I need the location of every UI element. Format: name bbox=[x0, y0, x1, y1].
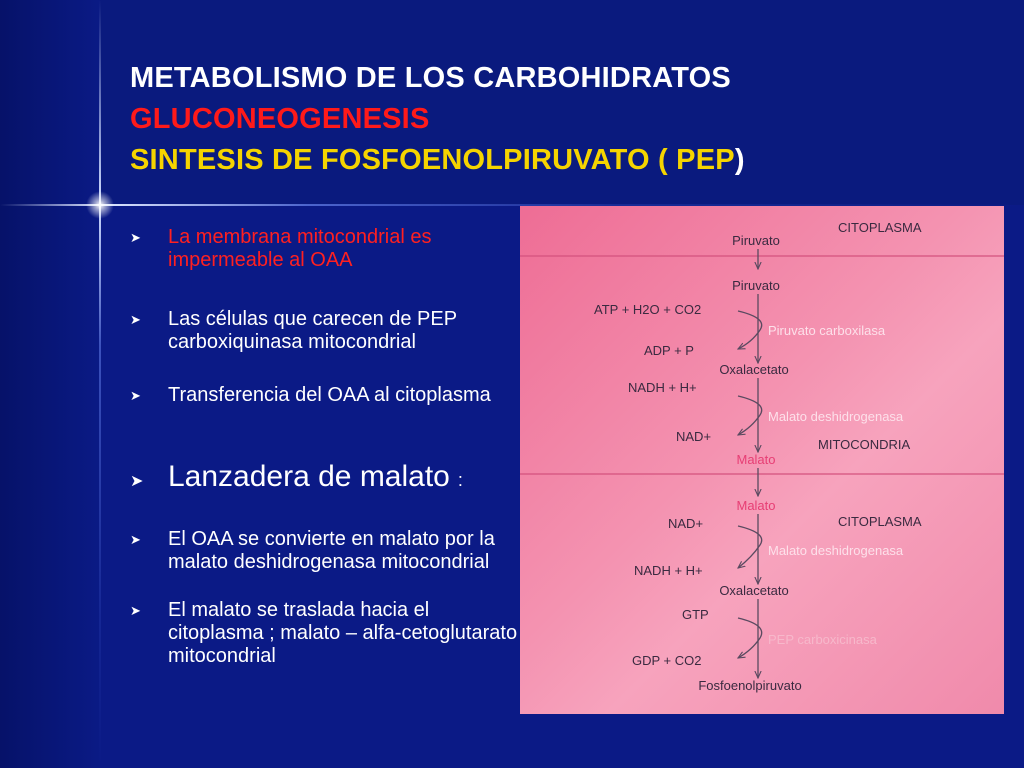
bullet-item bbox=[130, 226, 520, 272]
region-label-citoplasma: CITOPLASMA bbox=[838, 514, 922, 529]
enzyme-label: PEP carboxicinasa bbox=[768, 632, 877, 647]
bullet-item bbox=[130, 599, 520, 668]
metabolite-label: Oxalacetato bbox=[719, 362, 789, 377]
vertical-light-line bbox=[99, 0, 101, 768]
metabolite-label: Oxalacetato bbox=[719, 583, 789, 598]
cofactor-label: GDP + CO2 bbox=[632, 653, 702, 668]
bullet-text: Las células que carecen de PEP carboxiquinasa mitocondrial bbox=[168, 308, 457, 353]
bullet-text: Lanzadera de malato bbox=[168, 460, 450, 493]
pathway-diagram bbox=[520, 206, 1004, 714]
enzyme-label: Malato deshidrogenasa bbox=[768, 543, 904, 558]
title-line-3-close: ) bbox=[734, 144, 745, 176]
bullet-suffix: : bbox=[457, 470, 463, 490]
metabolite-label: Malato bbox=[736, 452, 776, 467]
bullet-item-highlight bbox=[130, 460, 520, 497]
enzyme-label: Malato deshidrogenasa bbox=[768, 409, 904, 424]
sparkle-decor bbox=[86, 191, 114, 219]
cofactor-label: NAD+ bbox=[668, 516, 704, 531]
left-decor-strip bbox=[0, 0, 100, 768]
title-line-3 bbox=[130, 140, 1010, 181]
bullet-text-large bbox=[168, 460, 520, 497]
pathway-figure bbox=[520, 206, 1004, 714]
region-label-mitocondria: MITOCONDRIA bbox=[818, 437, 911, 452]
region-label-citoplasma: CITOPLASMA bbox=[838, 220, 922, 235]
cofactor-label: NADH + H+ bbox=[634, 563, 703, 578]
title-line-1: METABOLISMO DE LOS CARBOHIDRATOS bbox=[130, 62, 731, 94]
cofactor-label: ADP + P bbox=[644, 343, 694, 358]
metabolite-label: Malato bbox=[736, 498, 776, 513]
arrow-bullet-icon: ➤ bbox=[130, 388, 141, 403]
cofactor-label: GTP bbox=[682, 607, 709, 622]
metabolite-label: Fosfoenolpiruvato bbox=[698, 678, 802, 693]
arrow-bullet-icon: ➤ bbox=[130, 473, 144, 490]
bullet-text: Transferencia del OAA al citoplasma bbox=[168, 384, 491, 406]
bullet-text: El malato se traslada hacia el citoplasma ; malato – alfa-cetoglutarato mitocondrial bbox=[168, 599, 518, 667]
metabolite-label: Piruvato bbox=[732, 233, 780, 248]
title-line-3-text: SINTESIS DE FOSFOENOLPIRUVATO ( PEP bbox=[130, 144, 735, 176]
title-line-2: GLUCONEOGENESIS bbox=[130, 103, 430, 135]
metabolite-label: Piruvato bbox=[732, 278, 780, 293]
cofactor-label: NADH + H+ bbox=[628, 380, 697, 395]
cofactor-label: ATP + H2O + CO2 bbox=[594, 302, 702, 317]
slide-title bbox=[130, 58, 1010, 181]
bullet-text: La membrana mitocondrial es impermeable al OAA bbox=[168, 226, 432, 271]
bullet-text: El OAA se convierte en malato por la malato deshidrogenasa mitocondrial bbox=[168, 528, 495, 573]
bullet-item bbox=[130, 528, 520, 574]
bullet-item bbox=[130, 308, 520, 354]
arrow-bullet-icon: ➤ bbox=[130, 603, 141, 618]
arrow-bullet-icon: ➤ bbox=[130, 312, 141, 327]
cofactor-label: NAD+ bbox=[676, 429, 712, 444]
arrow-bullet-icon: ➤ bbox=[130, 532, 141, 547]
enzyme-label: Piruvato carboxilasa bbox=[768, 323, 886, 338]
arrow-bullet-icon: ➤ bbox=[130, 230, 141, 245]
bullet-item bbox=[130, 384, 520, 407]
